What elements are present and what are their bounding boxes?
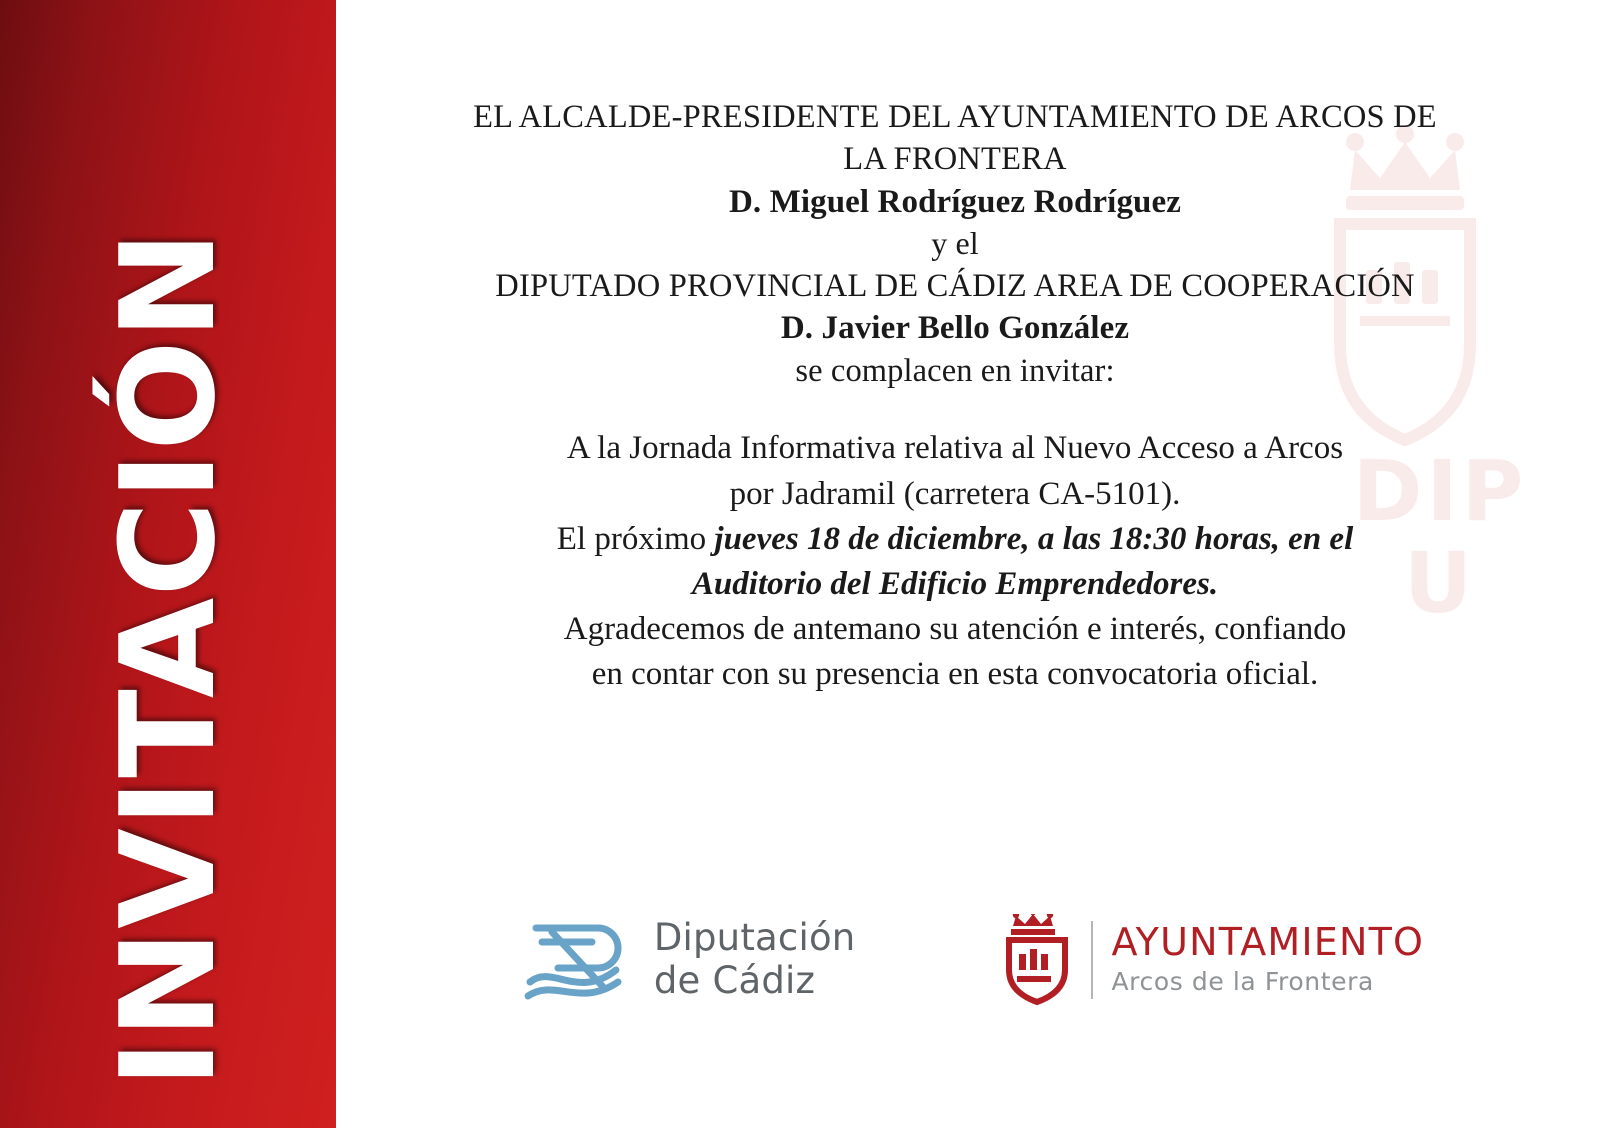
spacer	[396, 392, 1514, 426]
header-line-1: EL ALCALDE-PRESIDENTE DEL AYUNTAMIENTO DE ARCOS DE	[473, 99, 1437, 135]
ayuntamiento-arcos-logo	[1005, 914, 1424, 1006]
mayor-name: D. Miguel Rodríguez Rodríguez	[728, 183, 1181, 220]
diputacion-logo-text	[654, 917, 856, 1002]
side-band	[0, 0, 336, 1128]
body-line-1: A la Jornada Informativa relativa al Nuevo Acceso a Arcos	[566, 430, 1344, 467]
deputy-name: D. Javier Bello González	[780, 310, 1130, 347]
ayuntamiento-logo-line-2: Arcos de la Frontera	[1111, 966, 1374, 996]
body-line-3-emphasis: jueves 18 de diciembre, a las 18:30 horas, en el	[714, 520, 1354, 557]
logo-divider	[1091, 921, 1093, 999]
header-line-2: LA FRONTERA	[843, 141, 1067, 178]
body-line-2: por Jadramil (carretera CA-5101).	[729, 475, 1181, 512]
diputacion-mark-icon	[512, 912, 632, 1008]
diputacion-logo-line-2: de Cádiz	[653, 959, 816, 1002]
connector-text: y el	[931, 225, 979, 262]
svg-text:DIP: DIP	[1352, 442, 1528, 540]
side-band-label: INVITACIÓN	[92, 229, 244, 1088]
ayuntamiento-logo-text	[1111, 920, 1425, 997]
body-line-3	[396, 517, 1514, 562]
header-line-3: DIPUTADO PROVINCIAL DE CÁDIZ AREA DE COOPERACIÓN	[495, 267, 1415, 304]
diputacion-logo-line-1: Diputación	[653, 916, 856, 960]
body-line-5: Agradecemos de antemano su atención e interés, confiando	[563, 611, 1347, 648]
diputacion-de-cadiz-logo	[512, 912, 856, 1008]
ayuntamiento-logo-line-1: AYUNTAMIENTO	[1111, 920, 1425, 965]
svg-text:U: U	[1403, 534, 1477, 632]
invite-phrase: se complacen en invitar:	[795, 353, 1115, 390]
logo-row	[336, 880, 1600, 1040]
body-line-4-emphasis: Auditorio del Edificio Emprendedores.	[691, 565, 1219, 602]
arcos-shield-icon	[1005, 914, 1073, 1006]
body-line-3-prefix: El próximo	[556, 520, 715, 557]
body-line-6: en contar con su presencia en esta convocatoria oficial.	[591, 656, 1319, 693]
